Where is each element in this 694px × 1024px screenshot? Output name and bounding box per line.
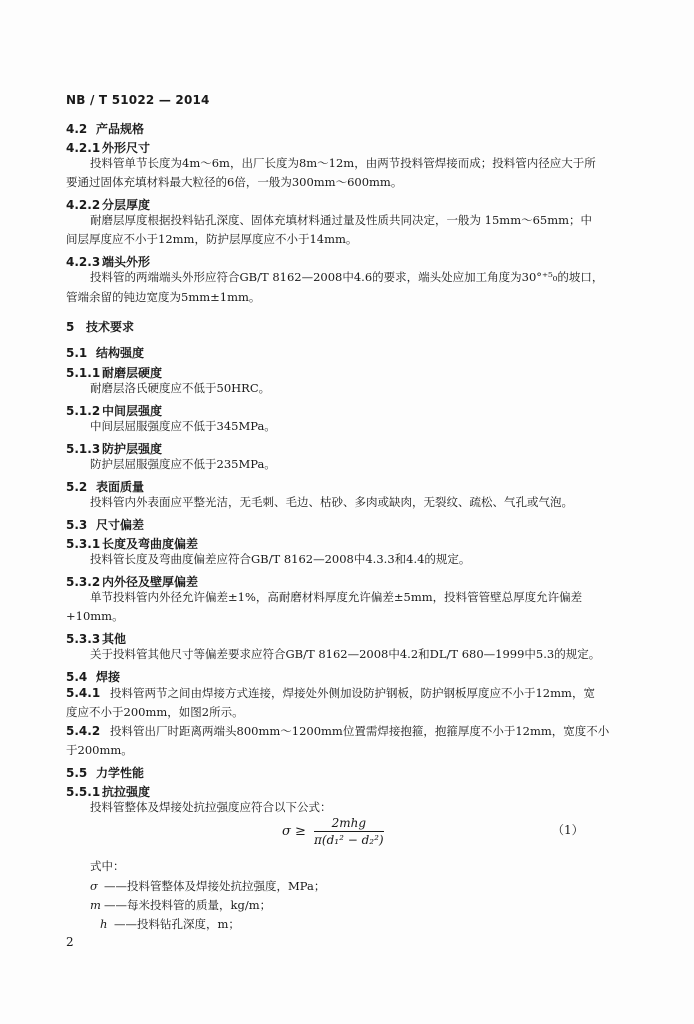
page-number: 2 bbox=[66, 935, 74, 949]
clause-num-5-4-1: 5.4.1 bbox=[66, 686, 101, 700]
para-4-2-1-line1: 投料管单节长度为4m～6m，出厂长度为8m～12m，由两节投料管焊接而成；投料管内径应大于所 bbox=[90, 156, 596, 170]
heading-5-1-3: 5.1.3 防护层强度 bbox=[66, 442, 163, 456]
para-4-2-2-line1: 耐磨层厚度根据投料钻孔深度、固体充填材料通过量及性质共同决定，一般为 15mm～65mm；中 bbox=[90, 213, 593, 227]
formula-1 bbox=[282, 816, 384, 847]
heading-5-1-2: 5.1.2 中间层强度 bbox=[66, 404, 163, 418]
heading-5-5: 5.5 力学性能 bbox=[66, 766, 145, 780]
heading-5-3: 5.3 尺寸偏差 bbox=[66, 518, 145, 532]
formula-lhs: σ ≥ bbox=[282, 824, 306, 839]
heading-5-5-1: 5.5.1 抗拉强度 bbox=[66, 785, 151, 799]
para-4-2-3-line1: 投料管的两端端头外形应符合GB/T 8162—2008中4.6的要求，端头处应加工角度为30°⁺⁵₀的坡口， bbox=[90, 270, 604, 284]
para-5-4-2-line2: 于200mm。 bbox=[66, 743, 133, 757]
para-5-2: 投料管内外表面应平整光洁，无毛刺、毛边、枯砂、多肉或缺肉，无裂纹、疏松、气孔或气泡。 bbox=[90, 495, 573, 509]
heading-5-3-1: 5.3.1 长度及弯曲度偏差 bbox=[66, 537, 199, 551]
para-5-1-3: 防护层屈服强度应不低于235MPa。 bbox=[90, 457, 276, 471]
para-5-4-1-line2: 度应不小于200mm，如图2所示。 bbox=[66, 705, 244, 719]
heading-5: 5 技术要求 bbox=[66, 320, 135, 334]
heading-5-1-1: 5.1.1 耐磨层硬度 bbox=[66, 366, 163, 380]
variable-h: h ——投料钻孔深度，m； bbox=[100, 917, 240, 931]
formula-number: （1） bbox=[552, 823, 584, 837]
para-4-2-2-line2: 间层厚度应不小于12mm，防护层厚度应不小于14mm。 bbox=[66, 232, 358, 246]
para-5-1-1: 耐磨层洛氏硬度应不低于50HRC。 bbox=[90, 381, 271, 395]
para-5-3-3: 关于投料管其他尺寸等偏差要求应符合GB/T 8162—2008中4.2和DL/T 680—1999中5.3的规定。 bbox=[90, 647, 601, 661]
heading-4-2-2: 4.2.2 分层厚度 bbox=[66, 198, 151, 212]
formula-numerator: 2mhg bbox=[314, 816, 384, 832]
para-4-2-1-line2: 要通过固体充填材料最大粒径的6倍，一般为300mm～600mm。 bbox=[66, 175, 403, 189]
para-5-5-1: 投料管整体及焊接处抗拉强度应符合以下公式： bbox=[90, 800, 332, 814]
para-5-4-1-line1: 5.4.1 投料管两节之间由焊接方式连接，焊接处外侧加设防护钢板，防护钢板厚度应不小于12mm，宽 bbox=[66, 683, 636, 703]
heading-5-1: 5.1 结构强度 bbox=[66, 346, 145, 360]
para-5-4-2-line1: 5.4.2 投料管出厂时距离两端头800mm～1200mm位置需焊接抱箍，抱箍厚度不小于12mm，宽度不小 bbox=[66, 721, 636, 741]
para-5-1-2: 中间层屈服强度应不低于345MPa。 bbox=[90, 419, 276, 433]
heading-4-2: 4.2 产品规格 bbox=[66, 122, 145, 136]
heading-4-2-1: 4.2.1 外形尺寸 bbox=[66, 141, 151, 155]
formula-denominator: π(d₁² − d₂²) bbox=[314, 833, 384, 847]
where-label: 式中： bbox=[90, 859, 125, 873]
heading-4-2-3: 4.2.3 端头外形 bbox=[66, 255, 151, 269]
para-4-2-3-line2: 管端余留的钝边宽度为5mm±1mm。 bbox=[66, 290, 261, 304]
para-5-3-1: 投料管长度及弯曲度偏差应符合GB/T 8162—2008中4.3.3和4.4的规定。 bbox=[90, 552, 471, 566]
variable-m: m ——每米投料管的质量，kg/m； bbox=[90, 898, 272, 912]
heading-5-4: 5.4 焊接 bbox=[66, 670, 121, 684]
heading-5-2: 5.2 表面质量 bbox=[66, 480, 145, 494]
clause-num-5-4-2: 5.4.2 bbox=[66, 724, 101, 738]
variable-sigma: σ ——投料管整体及焊接处抗拉强度，MPa； bbox=[90, 879, 326, 893]
heading-5-3-3: 5.3.3 其他 bbox=[66, 632, 127, 646]
para-5-3-2-line1: 单节投料管内外径允许偏差±1%，高耐磨材料厚度允许偏差±5mm，投料管管壁总厚度允许偏差 bbox=[90, 590, 583, 604]
formula-fraction bbox=[314, 816, 384, 847]
para-5-3-2-line2: +10mm。 bbox=[66, 609, 124, 623]
heading-5-3-2: 5.3.2 内外径及壁厚偏差 bbox=[66, 575, 199, 589]
standard-code: NB / T 51022 — 2014 bbox=[66, 93, 210, 107]
